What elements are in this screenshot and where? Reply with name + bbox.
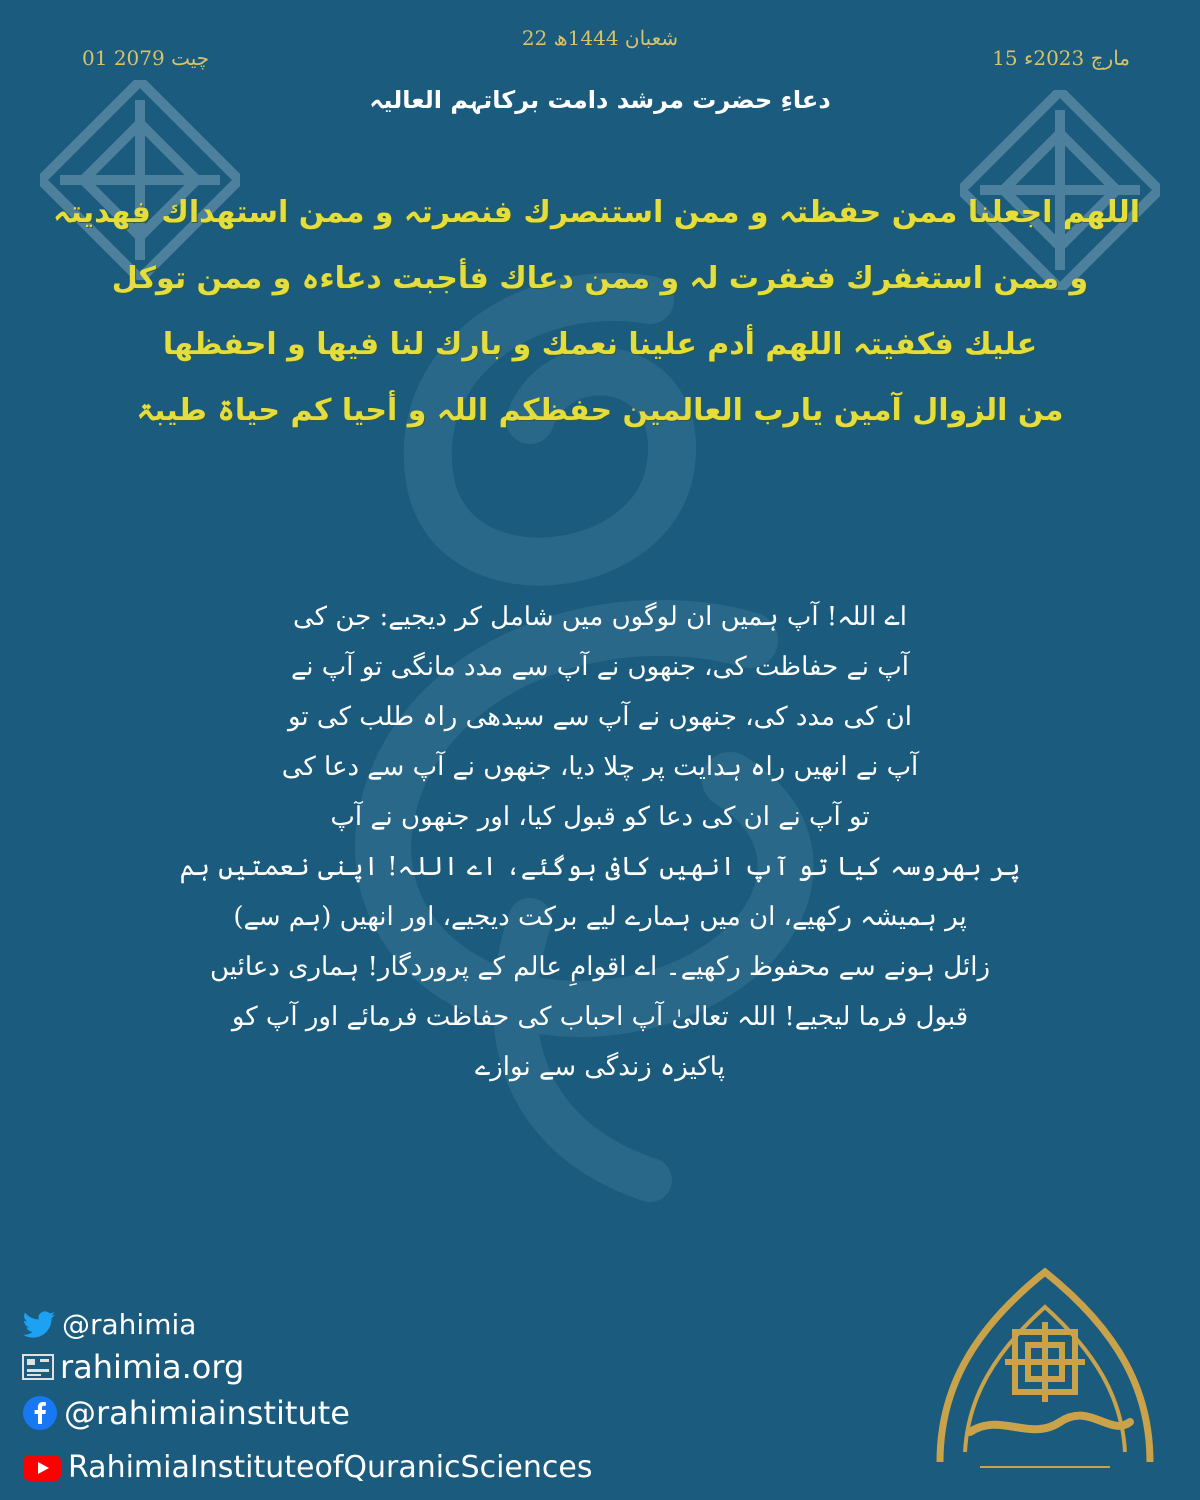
website-link[interactable] [22,1348,244,1386]
facebook-handle: @rahimiainstitute [64,1394,350,1432]
arabic-line: و ممن استغفرك فغفرت لہ و ممن دعاك فأجبت دعاءہ و ممن توكل [111,261,1089,296]
bikrami-date: 01 چیت 2079 [82,46,210,70]
facebook-icon [22,1395,58,1431]
urdu-line: آپ نے انھیں راہ ہدایت پر چلا دیا، جنھوں نے آپ سے دعا کی [281,752,919,782]
youtube-link[interactable] [22,1450,592,1485]
urdu-line: تو آپ نے ان کی دعا کو قبول کیا، اور جنھوں نے آپ [330,802,870,832]
rahimia-logo [910,1262,1180,1492]
youtube-icon [22,1454,62,1482]
website-icon [22,1354,54,1380]
youtube-channel: RahimiaInstituteofQuranicSciences [68,1450,593,1485]
urdu-line: اے اللہ! آپ ہمیں ان لوگوں میں شامل کر دیجیے: جن کی [293,602,907,632]
urdu-line: قبول فرما لیجیے! اللہ تعالیٰ آپ احباب کی حفاظت فرمائے اور آپ کو [231,1002,969,1032]
page-title: دعاءِ حضرت مرشد دامت برکاتہم العالیہ [369,86,831,114]
gregorian-date: 15 مارچ 2023ء [992,46,1130,70]
urdu-line: پر ہمیشہ رکھیے، ان میں ہمارے لیے برکت دیجیے، اور انھیں (ہم سے) [233,902,967,932]
twitter-link[interactable] [22,1308,196,1341]
arabic-dua [53,180,1140,444]
urdu-translation [120,592,1080,1092]
website-url: rahimia.org [60,1348,245,1386]
arabic-line: اللھم اجعلنا ممن حفظتہ و ممن استنصرك فنصرتہ و ممن استھداك فھدیتہ [53,195,1140,230]
urdu-line: زائل ہونے سے محفوظ رکھیے۔ اے اقوامِ عالم کے پروردگار! ہماری دعائیں [209,952,991,982]
urdu-line: پر بھروسہ کیا تو آپ انھیں کافی ہوگئے، اے اللہ! اپنی نعمتیں ہم [179,852,1021,882]
facebook-link[interactable] [22,1394,350,1432]
twitter-handle: @rahimia [62,1308,197,1341]
urdu-line: آپ نے حفاظت کی، جنھوں نے آپ سے مدد مانگی تو آپ نے [291,652,909,682]
arabic-line: من الزوال آمین یارب العالمین حفظكم اللہ و أحیا كم حیاۃ طیبۃ [136,393,1064,428]
urdu-line: ان کی مدد کی، جنھوں نے آپ سے سیدھی راہ طلب کی تو [288,702,912,732]
hijri-date: 22 شعبان 1444ھ [521,26,679,50]
urdu-line: پاکیزہ زندگی سے نوازے [475,1052,725,1082]
twitter-icon [22,1311,56,1339]
arabic-line: علیك فكفیتہ اللھم أدم علینا نعمك و بارك لنا فیھا و احفظھا [162,327,1038,362]
